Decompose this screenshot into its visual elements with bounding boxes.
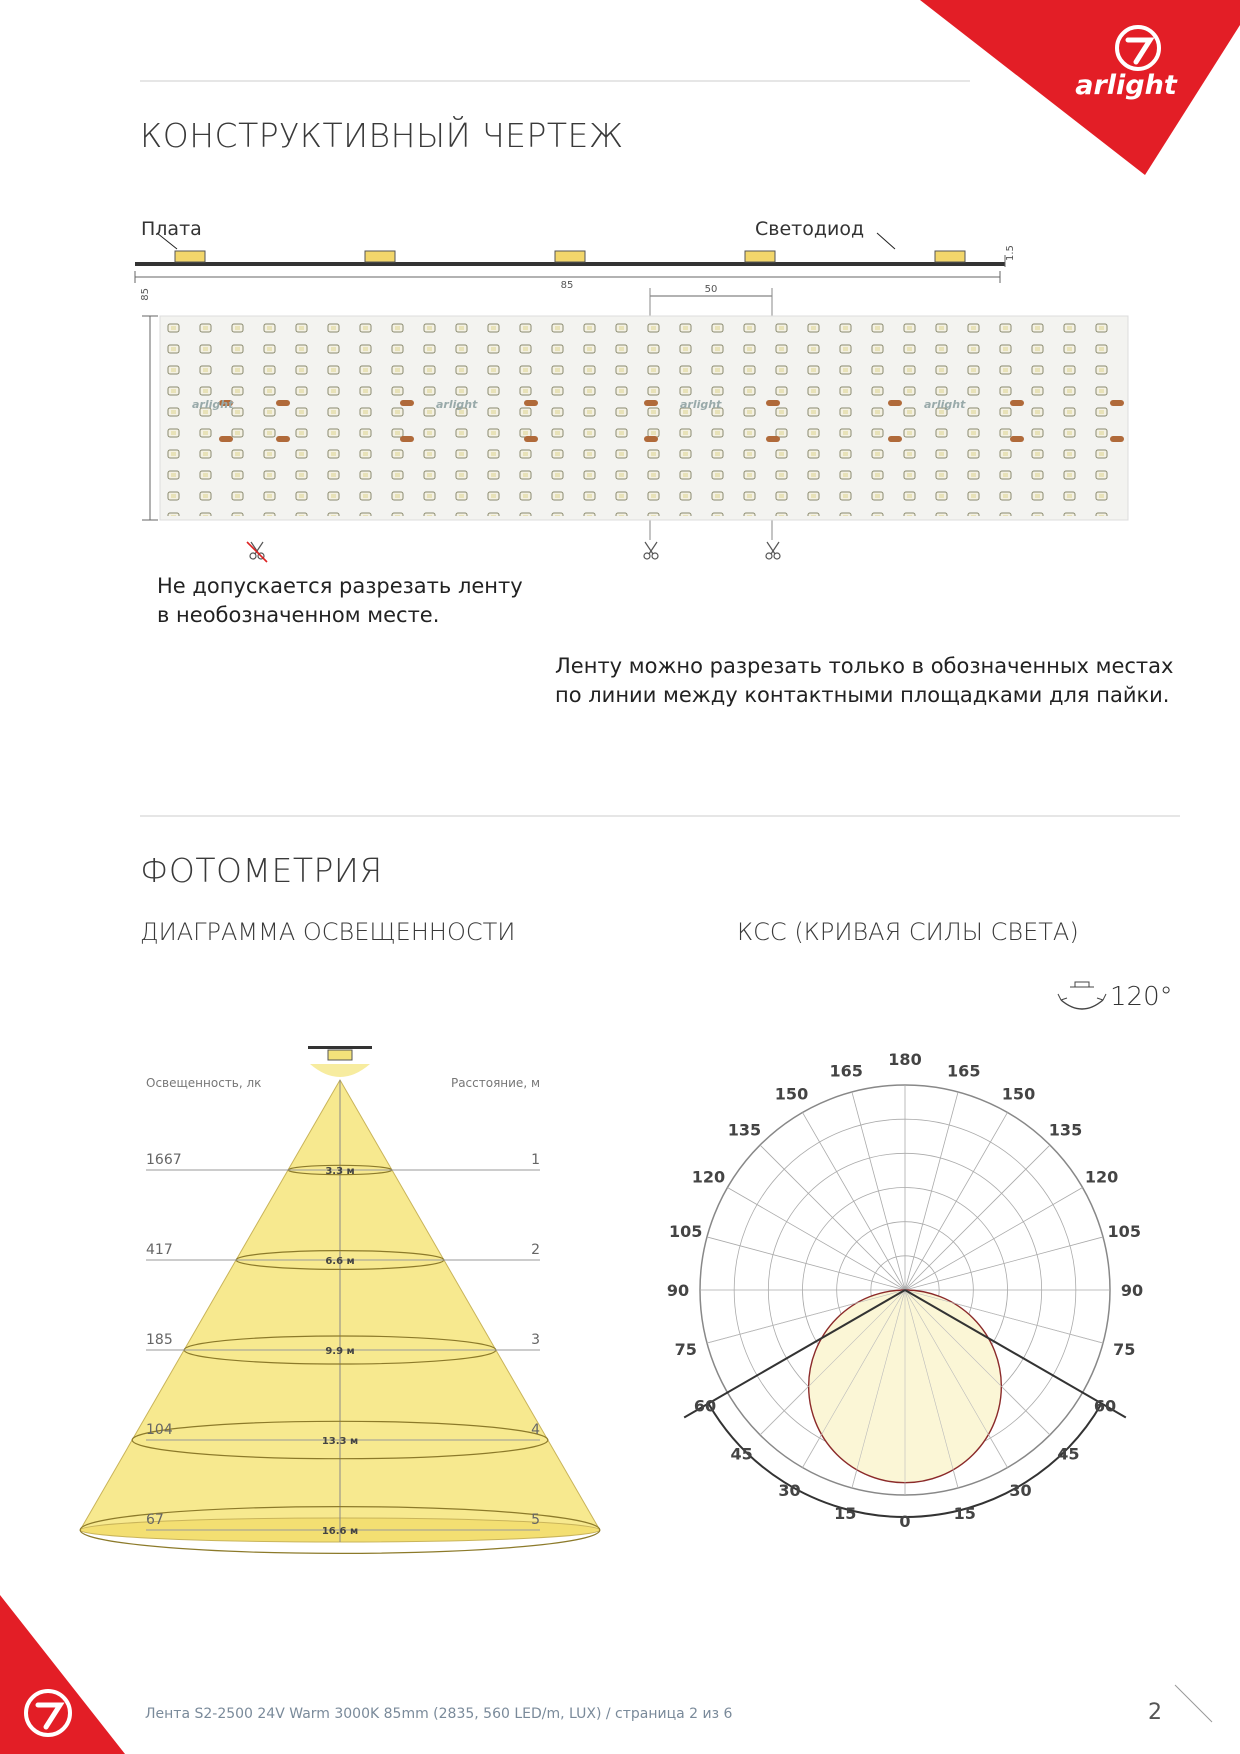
ksc-title: КСС (КРИВАЯ СИЛЫ СВЕТА) <box>737 918 1079 946</box>
diameter-value: 6.6 м <box>325 1256 355 1267</box>
strip-logo: arlight <box>680 398 722 411</box>
diameter-value: 16.6 м <box>321 1526 359 1537</box>
beam-angle-icon <box>1055 980 1110 1020</box>
dim-width-top: 85 <box>560 280 574 291</box>
strip-top-view <box>130 280 1140 570</box>
angle-label: 90 <box>1120 1281 1144 1300</box>
angle-label: 135 <box>727 1120 762 1140</box>
angle-label: 90 <box>666 1281 690 1300</box>
angle-label: 30 <box>1009 1481 1032 1501</box>
diameter-value: 9.9 м <box>325 1346 355 1357</box>
beam-angle-value: 120° <box>1110 982 1173 1012</box>
luminaire-glow <box>310 1064 370 1077</box>
angle-label: 60 <box>1093 1396 1117 1416</box>
angle-label: 30 <box>778 1481 801 1501</box>
angle-label: 0 <box>899 1512 911 1531</box>
scissors-icon <box>247 542 267 562</box>
page-corner-mark <box>1170 1680 1220 1730</box>
construction-title: КОНСТРУКТИВНЫЙ ЧЕРТЕЖ <box>140 116 624 155</box>
brand-name: arlight <box>1075 70 1177 101</box>
diameter-value: 3.3 м <box>325 1166 355 1177</box>
strip-logo: arlight <box>192 398 234 411</box>
distance-header: Расстояние, м <box>450 1076 540 1090</box>
scissors-icon <box>766 542 780 559</box>
angle-label: 75 <box>1113 1339 1136 1359</box>
angle-label: 150 <box>1001 1084 1036 1104</box>
led-label: Светодиод <box>755 218 865 240</box>
dim-thickness: 1.5 <box>1005 245 1016 261</box>
angle-label: 45 <box>1057 1444 1080 1464</box>
lux-value: 417 <box>146 1242 173 1258</box>
middle-divider <box>140 815 1180 817</box>
angle-label: 180 <box>888 1050 922 1069</box>
angle-label: 15 <box>834 1504 857 1524</box>
angle-label: 120 <box>691 1167 726 1187</box>
distance-value: 5 <box>531 1512 540 1528</box>
distance-value: 2 <box>531 1242 540 1258</box>
board-label: Плата <box>141 218 202 240</box>
luminaire-icon <box>308 1046 372 1049</box>
angle-label: 135 <box>1048 1120 1083 1140</box>
note-allowed: Ленту можно разрезать только в обозначенных местах по линии между контактными площадками для пайки. <box>555 654 1174 707</box>
strip-logo: arlight <box>924 398 966 411</box>
diameter-value: 13.3 м <box>321 1436 359 1447</box>
angle-label: 75 <box>674 1339 697 1359</box>
lux-value: 104 <box>146 1422 173 1438</box>
distance-value: 3 <box>531 1332 540 1348</box>
angle-label: 105 <box>1107 1222 1141 1242</box>
page-number: 2 <box>1148 1700 1162 1725</box>
dim-segment: 50 <box>704 284 718 295</box>
angle-label: 165 <box>829 1061 863 1081</box>
ksc-polar-diagram <box>655 1040 1155 1560</box>
angle-label: 150 <box>774 1084 809 1104</box>
illuminance-diagram <box>140 1040 560 1537</box>
distance-value: 1 <box>531 1152 540 1168</box>
scissors-icon <box>644 542 658 559</box>
brand-corner-bottom <box>0 1595 135 1754</box>
lux-value: 67 <box>146 1512 164 1528</box>
dim-width-side: 85 <box>140 288 151 301</box>
footer-caption: Лента S2-2500 24V Warm 3000K 85mm (2835, 560 LED/m, LUX) / страница 2 из 6 <box>145 1706 733 1722</box>
distance-value: 4 <box>531 1422 540 1438</box>
angle-label: 165 <box>947 1061 981 1081</box>
top-divider <box>140 80 970 82</box>
angle-label: 15 <box>953 1504 976 1524</box>
luminaire-led <box>328 1050 352 1060</box>
angle-label: 105 <box>669 1222 703 1242</box>
note-forbidden: Не допускается разрезать ленту в необозначенном месте. <box>157 574 523 627</box>
angle-label: 120 <box>1084 1167 1119 1187</box>
illuminance-title: ДИАГРАММА ОСВЕЩЕННОСТИ <box>140 918 516 946</box>
brand-corner-top <box>920 0 1240 175</box>
angle-label: 45 <box>730 1444 753 1464</box>
lux-header: Освещенность, лк <box>146 1076 262 1090</box>
lux-value: 1667 <box>146 1152 182 1168</box>
lux-value: 185 <box>146 1332 173 1348</box>
angle-label: 60 <box>693 1396 717 1416</box>
strip-logo: arlight <box>436 398 478 411</box>
photometry-title: ФОТОМЕТРИЯ <box>140 851 383 890</box>
